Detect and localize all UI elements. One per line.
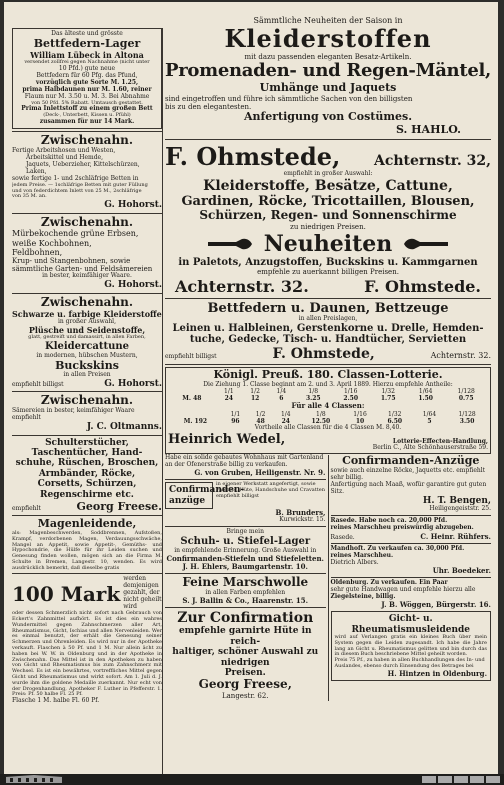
ad-line: Jaquets, Ueberzieher, Kittelschürzen, (26, 160, 140, 168)
table-cell: 10 (355, 417, 365, 425)
ad-line: Das älteste und grösste (51, 30, 123, 37)
ad-100-mark (12, 576, 162, 705)
ad-headline: Zwischenahn. (40, 133, 134, 148)
ad-line: Buckskins (55, 358, 119, 372)
divider (165, 526, 326, 527)
ad-signature: Uhr. Boedeker. (432, 566, 491, 576)
ad-body: oder dessen Schmerzlich nicht sofort nach Gebrauch von Eckert's Zahnmittel aufhört. Es ist dies ein wahres Wundermittel gegen Zahnschmerzen aller Art, Rheumatismus, Gicht, Ischias und allen Nervenleiden. Wer es einmal benutzt, der erhält die Genesung seiner Schmerzen und Ohrenleiden. Es wird nur in der Apotheke verkauft. Flaschen à 50 Pf. und 1 M. Nur allein ächt zu haben bei W. W. in Oldenburg und in der Apotheke in Zwischenahn. Das Mittel ist in den Apotheken zu haben von Gicht und Rheumatismus bis zum Zahnschmerz mit Wechsel. Es ist ein bewährtes, vortreffliches Mittel gegen Gicht und Rheumatismus und wirkt sofort. Am 1. Juli d. J. wurde ihm die goldene Medaille zuerkannt. Nur echt von der Drogenhandlung, Apotheker F. Luther in Pfefferstr. 1. Preis: Pf. 50 halbe Fl. 25 Pf. (12, 610, 162, 698)
ad-line: Die Ziehung 1. Classe beginnt am 2. und 3. April 1889. Hierzu empfehle Antheile: (203, 380, 453, 388)
ad-line: weiße Kochbohnen, (12, 238, 92, 248)
pointing-hand-right-icon (206, 237, 254, 251)
lottery-table-1 (168, 388, 488, 402)
table-cell: M. 192 (183, 417, 208, 425)
ad-line: Vortheile alle Classen für die 4 Classen M. 8,40. (254, 423, 402, 431)
ad-line: empfiehlt billigst (165, 352, 217, 360)
ad-headline: Zwischenahn. (40, 214, 134, 229)
table-cell: 6.50 (387, 417, 403, 425)
ad-line: und von federdichtem Inlett von 25 M., 2schläfrige (12, 187, 142, 194)
table-cell: M. 48 (182, 395, 202, 403)
ad-line: reines Marschheu preiswürdig abzugeben. (330, 524, 474, 532)
ad-line: Schwarze u. farbige Kleiderstoffe (12, 308, 162, 319)
pointing-hand-left-icon (402, 237, 450, 251)
ad-line: Plüsche und Seidenstoffe, (28, 324, 146, 335)
ad-line: versendet zollfrei gegen Nachnahme (nicht unter (24, 58, 150, 65)
scan-footer-strip (0, 774, 504, 785)
ad-address: Achternstr. 32, (373, 152, 491, 169)
ad-ohmstede-neuheiten (165, 142, 491, 296)
ad-headline: 100 Mark (12, 581, 121, 606)
divider (165, 607, 326, 608)
divider (165, 364, 491, 365)
ad-body: in eigener Werkstatt angefertigt, sowie Paletots, Hüte, Handschuhe und Cravatten empfiehlt billigst (216, 481, 325, 500)
ad-line: Krup- und Stangenbohnen, sowie (12, 257, 131, 266)
ad-line: Rasede. (330, 534, 355, 542)
ad-line: in bester, keimfähiger Waare. (42, 272, 132, 280)
ad-line: empfiehlt in großer Auswahl: (283, 169, 373, 177)
table-cell: 12.50 (311, 417, 331, 425)
ad-line: Mürbekochende grüne Erbsen, (12, 229, 139, 239)
ad-address: Langestr. 62. (221, 692, 269, 701)
divider (165, 298, 491, 299)
ad-line: Feldbohnen, (12, 247, 63, 257)
ad-line: nicht geheilt wird (123, 596, 162, 611)
ad-headline: Promenaden- und Regen-Mäntel, (165, 60, 491, 82)
ad-line: Laken, (26, 167, 47, 175)
ad-line: Oldenburg. Zu verkaufen. Ein Paar (330, 579, 448, 587)
ad-body: Anfertigung nach Maaß, wofür garantire gut guten Sitz. (330, 481, 487, 496)
ad-signature: H. T. Bengen, (422, 495, 491, 506)
ad-body: als: Magenbeschwerden, Soddbrennen, Aufstoßen, Krampf, verdorbenen Magen, Verdauungsschwäche, Mangel an Appetit, sowie Appetit-, Gemüths- und Hypochondrie, die Hülfe für ihr Leiden suchen und Genesung finden wollen, mögen sich an die Firma M. Schulte in Bremen, Langestr. 10, wenden. Es wird ausdrücklich bemerkt, daß dieselbe gratis (12, 529, 162, 571)
ad-headline: Bettfedern u. Daunen, Bettzeuge (207, 300, 449, 316)
ad-address: Kurwickstr. 15. (279, 516, 326, 524)
divider (12, 213, 162, 214)
ad-line: Flasche 1 M. halbe Fl. 60 Pf. (12, 697, 100, 705)
ad-line: Regenschirme etc. (40, 489, 134, 500)
ad-line: zu niedrigen Preisen. (290, 222, 366, 231)
ad-freese-schultertuecher (12, 438, 162, 514)
ad-line: Arbeitskittel und Hemde, (26, 153, 104, 161)
ad-line: Sämereien in bester, keimfähiger Waare empfiehlt (12, 407, 135, 422)
divider (331, 515, 492, 516)
ad-line: in allen Preislagen, (298, 314, 358, 322)
table-cell: 1/2 (250, 388, 260, 396)
ad-signature: F. Ohmstede, (272, 345, 375, 362)
divider (331, 543, 492, 544)
ad-ohmstede-bettfedern (165, 301, 491, 362)
table-cell: 1/32 (381, 388, 395, 396)
ad-address: Achternstr. 32. (430, 350, 491, 360)
ad-address: Heiligengeiststr. 25. (429, 505, 491, 513)
ad-line: vorzüglich gute Sorte M. 1.25, (35, 78, 139, 86)
table-cell: 1/128 (458, 410, 476, 418)
ad-headline: Neuheiten (263, 230, 393, 257)
ad-line: empfiehlt (12, 505, 41, 513)
ad-signature: J. H. Ehlers, Baumgartenstr. 10. (182, 561, 308, 571)
ad-body: wird auf Verlangen gratis ein kleines Buch über mein System gegen die Leiden zugesandt. Ich habe die Jahre lang an Gicht u. Rheumatismus gelitten und bin durch das in diesem Buch beschriebene Mittel geheilt worden. (334, 634, 487, 658)
ad-line: in allen Preisen (63, 371, 111, 379)
divider (12, 391, 162, 392)
newspaper-page (4, 2, 498, 774)
ad-line: glatt, gestreift und damassirt, in allen Farben, (28, 334, 146, 341)
divider (12, 573, 162, 574)
ad-headline: Confirmanden-anzüge (165, 482, 213, 509)
ad-line: Armbänder, Röcke, (38, 468, 136, 479)
ad-signature: H. Hintzen in Oldenburg. (387, 668, 487, 678)
ad-signature: Georg Freese. (76, 500, 162, 514)
ad-line: werden demjenigen gezahlt, der (123, 575, 160, 597)
table-cell: 96 (231, 417, 240, 425)
ad-line: empfehle garnirte Hüte in reich- (178, 626, 312, 647)
divider (12, 515, 162, 516)
table-cell: 5 (427, 417, 432, 425)
ad-line: Mandhoft. Zu verkaufen ca. 30,000 Pfd. (330, 545, 465, 553)
bottom-left-ads (165, 455, 326, 700)
ad-line: sämmtliche Garten- und Feldsämereien (12, 265, 153, 274)
ad-line: in modernen, hübschen Mustern, (36, 351, 138, 359)
left-column (12, 28, 162, 774)
library-building-logo-icon (4, 775, 64, 784)
table-cell: 12 (250, 395, 260, 403)
divider (165, 139, 491, 140)
ad-line: Sämmtliche Neuheiten der Saison in (253, 16, 403, 25)
ad-line: in allen Farben empfehlen (205, 589, 286, 596)
ad-headline: Feine Marschwolle (182, 575, 309, 590)
ad-hohorst-arbeitshosen (12, 134, 162, 211)
ad-gicht-box (331, 611, 492, 681)
ad-address: Berlin C., Alte Schönhauserstraße 59. (372, 444, 488, 452)
ad-line: bis zu den elegantesten. (165, 102, 252, 111)
color-calibration-bar (422, 776, 500, 783)
ad-signature: S. J. Ballin & Co., Haarenstr. 15. (182, 595, 309, 605)
ad-line: Anfertigung von Costümes. (243, 110, 413, 124)
ad-line: sehr gute Handwagen und empfehle hierzu alle (330, 586, 476, 594)
ad-signature: Heinrich Wedel, (168, 431, 286, 447)
ad-line: Leinen u. Halbleinen, Gerstenkorne u. Drelle, Hemden- (172, 322, 484, 334)
ad-line: Flaum nur M. 3.50 u. M. 3. Bei Abnahme (24, 92, 150, 100)
ad-line: 10 Pfd.) gute neue (58, 64, 116, 72)
ad-line: prima Halbdaunen nur M. 1.60, reiner (22, 85, 152, 93)
ad-signature: S. HAHLO. (395, 122, 461, 136)
right-column (165, 16, 491, 774)
ad-line: reines Marschheu. (330, 552, 394, 560)
divider (165, 479, 326, 480)
divider (12, 435, 162, 436)
ad-line: sowie fertige 1- und 2schläfrige Betten in (12, 174, 139, 182)
ad-line: Lotterie-Effecten-Handlung, (392, 437, 488, 445)
table-cell: 1/64 (418, 388, 433, 396)
table-cell: 0.75 (458, 395, 474, 403)
ad-signature: G. Hohorst. (104, 280, 162, 291)
table-cell: 1/1 (230, 410, 241, 418)
ad-firm: William Lübeck in Altona (30, 49, 144, 60)
ad-signature: G. Hohorst. (104, 379, 162, 390)
ad-line: in Paletots, Anzugstoffen, Buckskins u. Kammgarnen (178, 256, 478, 268)
ad-signature: B. Brunders, (275, 508, 326, 518)
ad-line: Umhänge und Jaquets (259, 81, 397, 95)
ad-line: haltiger, schöner Auswahl zu niedrigen (172, 647, 319, 668)
lottery-table-2 (168, 411, 488, 425)
ad-body: Preis 75 Pf., zu haben in allen Buchhandlungen des In- und Auslandes, ebenso durch Einsendung des Betrages bei (334, 657, 485, 670)
ad-magenleidende (12, 518, 162, 571)
ad-signature: G. Hohorst. (104, 200, 162, 211)
ad-line: Corsetts, Schürzen, (37, 479, 137, 490)
table-cell: 1/4 (280, 410, 291, 418)
divider (12, 293, 162, 294)
ad-oltmanns (12, 394, 162, 432)
ad-hohorst-kleiderstoffe (12, 296, 162, 389)
ad-hahlo (165, 16, 491, 137)
ad-line: sind eingetroffen und führe ich sämmtliche Sachen von den billigsten (165, 94, 413, 103)
ad-headline: Königl. Preuß. 180. Classen-Lotterie. (213, 367, 443, 381)
bottom-split (165, 455, 491, 700)
ad-line: schuhe, Rüschen, Broschen, (15, 458, 159, 469)
ad-line: Ziegelsteine, billig. (330, 593, 396, 601)
ad-line: Preisen. (224, 668, 266, 679)
table-cell: 2.50 (343, 395, 359, 403)
table-cell: 3.50 (459, 417, 475, 425)
ad-headline: Zwischenahn. (40, 294, 134, 309)
bottom-right-ads (328, 455, 492, 700)
table-cell: 3.25 (305, 395, 321, 403)
ad-signature: J. C. Oltmanns. (86, 422, 162, 433)
ad-headline: Kleiderstoffen (224, 24, 432, 54)
ad-line: von 50 Pfd. 5% Rabatt. Umtausch gestattet. (31, 99, 143, 106)
table-cell: 1/16 (343, 388, 358, 396)
ad-line: in empfehlende Erinnerung. Große Auswahl in (174, 546, 317, 554)
ad-line: jedem Preise. — 1schläfrige Betten mit guter Füllung (12, 181, 148, 188)
ad-line: Bringe mein (226, 528, 264, 536)
ad-line: Prima Inlettstoff zu einem großen Bett (21, 105, 153, 113)
table-cell: 48 (256, 417, 265, 425)
ad-signature: G. von Gruben, Heiligenstr. Nr. 9. (194, 468, 326, 478)
table-cell: 1.75 (380, 395, 396, 403)
ad-line: Rasede. Habe noch ca. 20,000 Pfd. (330, 517, 448, 525)
ad-headline: Bettfedern-Lager (33, 36, 141, 50)
table-cell: 1/4 (276, 388, 287, 396)
table-cell: 1/32 (388, 410, 402, 418)
ad-line: Für alle 4 Classen: (291, 401, 365, 411)
ad-line: in großer Auswahl, (57, 318, 117, 326)
table-cell: 1/16 (353, 410, 367, 418)
ad-line: mit dazu passenden eleganten Besatz-Artikeln. (244, 53, 412, 62)
ad-line: empfehle zu auerkannt billigen Preisen. (257, 268, 399, 277)
ad-headline: Zur Confirmation (177, 610, 314, 627)
ad-line: Schürzen, Regen- und Sonnenschirme (199, 207, 457, 222)
ad-line: Fertige Arbeitshosen und Westen, (12, 146, 116, 154)
table-cell: 24 (281, 417, 290, 425)
ad-headline: Zwischenahn. (40, 393, 134, 408)
ad-signature: J. B. Wöggen, Bürgerstr. 16. (381, 600, 491, 610)
ad-headline: F. Ohmstede, (165, 141, 341, 171)
table-cell: 1/2 (255, 410, 266, 418)
ad-line: (Deck-, Unterbett, Kissen u. Pfühl) (43, 112, 131, 119)
ad-signature: C. Heinr. Rühfers. (420, 532, 491, 542)
ad-line: empfiehlt billigst (12, 381, 64, 389)
ad-line: Kleiderstoffe, Besätze, Cattune, (203, 177, 453, 194)
ad-line: zusammen für nur 14 Mark. (39, 118, 135, 126)
ad-line: Kleidercattune (45, 341, 129, 353)
table-cell: 24 (224, 395, 234, 403)
ad-line: Dietrich Albers. (330, 559, 379, 567)
ad-line: Schulterstücher, (45, 437, 129, 448)
table-cell: 1/64 (422, 410, 437, 418)
ad-address: Achternstr. 32. (175, 276, 309, 296)
ad-lotterie (165, 367, 491, 455)
ad-headline: Schuh- u. Stiefel-Lager (180, 536, 311, 548)
ad-headline: Confirmanden-Anzüge (342, 454, 480, 468)
ad-signature: F. Ohmstede. (364, 276, 481, 296)
divider (165, 573, 326, 574)
ad-line: Bettfedern für 60 Pfg. das Pfund, (36, 71, 138, 79)
divider (331, 577, 492, 578)
ad-line: Taschentücher, Hand- (31, 447, 143, 458)
table-cell: 1/1 (224, 388, 234, 396)
ad-body: sowie auch einzelne Röcke, Jaquetts etc. empfiehlt sehr billig. (330, 467, 486, 482)
ad-line: Confirmanden-Stiefeln und Stiefeletten. (166, 553, 324, 563)
ad-hohorst-saemereien (12, 216, 162, 291)
table-cell: 1.50 (418, 395, 433, 403)
ad-line: von 35 M. an. (12, 193, 47, 200)
ad-body: Habe ein solide gebautes Wohnhaus mit Gartenland an der Ofenerstraße billig zu verkaufen. (165, 454, 324, 469)
ad-headline: Magenleidende, (37, 517, 137, 531)
ad-line: Gardinen, Röcke, Tricottaillen, Blousen, (181, 193, 475, 209)
divider (12, 131, 162, 132)
column-rule (162, 28, 163, 774)
ad-signature: Georg Freese, (198, 677, 292, 692)
table-cell: 6 (279, 395, 284, 403)
ad-line: tuche, Gedecke, Tisch- u. Handtücher, Servietten (189, 334, 467, 346)
table-cell: 1/8 (316, 410, 326, 418)
table-cell: 1/128 (457, 388, 475, 396)
ad-headline: Gicht- u. Rheumatismusleidende (351, 614, 471, 635)
table-cell: 1/8 (308, 388, 319, 396)
ad-bettfedern-luebeck (12, 28, 162, 129)
